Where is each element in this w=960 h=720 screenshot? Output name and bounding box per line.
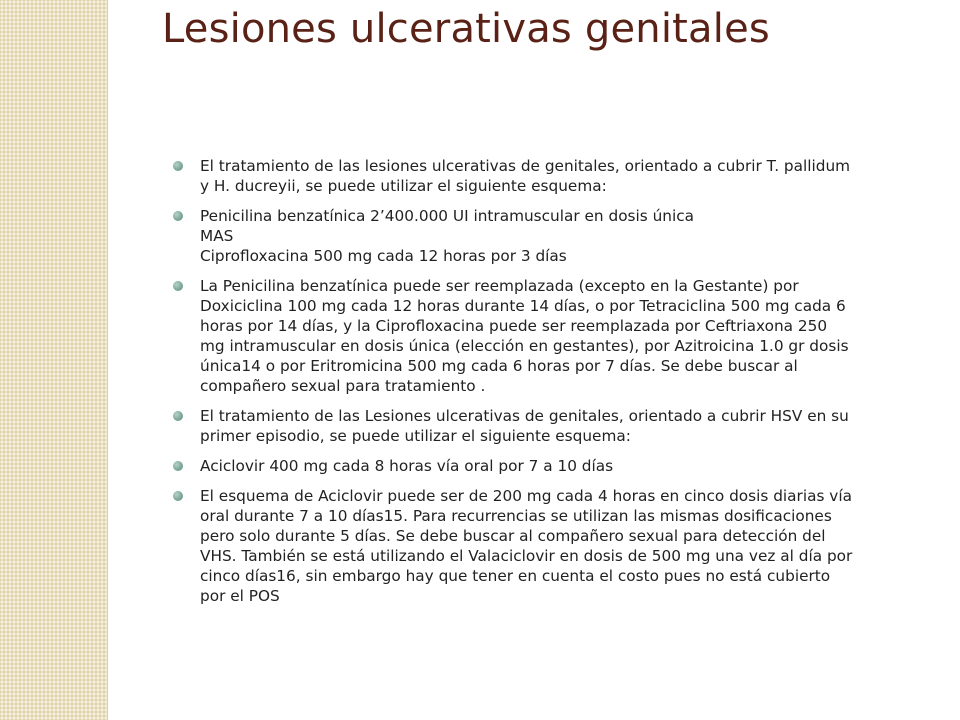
bullet-text-line: y H. ducreyii, se puede utilizar el siguiente esquema: — [200, 177, 607, 195]
decorative-sidebar — [0, 0, 107, 720]
bullet-text-line: primer episodio, se puede utilizar el siguiente esquema: — [200, 427, 631, 445]
bullet-text-line: Penicilina benzatínica 2’400.000 UI intramuscular en dosis única — [200, 207, 695, 225]
bullet-text-line: El esquema de Aciclovir puede ser de 200 mg cada 4 horas en cinco dosis diarias vía — [200, 487, 852, 505]
bullet-text-line: VHS. También se está utilizando el Valaciclovir en dosis de 500 mg una vez al día por — [200, 547, 853, 565]
bullet-dot-icon — [173, 211, 183, 221]
bullet-text-line: mg intramuscular en dosis única (elección en gestantes), por Azitroicina 1.0 gr dosis — [200, 337, 849, 355]
bullet-item — [172, 486, 928, 606]
bullet-text-line: El tratamiento de las lesiones ulcerativas de genitales, orientado a cubrir T. pallidum — [200, 157, 851, 175]
bullet-item — [172, 156, 928, 196]
sidebar-divider — [107, 0, 108, 720]
bullet-list — [172, 156, 928, 616]
bullet-dot-icon — [173, 411, 183, 421]
bullet-text-line: Doxiciclina 100 mg cada 12 horas durante 14 días, o por Tetraciclina 500 mg cada 6 — [200, 297, 846, 315]
bullet-dot-icon — [173, 161, 183, 171]
bullet-item — [172, 406, 928, 446]
bullet-text-line: Aciclovir 400 mg cada 8 horas vía oral por 7 a 10 días — [200, 457, 614, 475]
bullet-text-line: horas por 14 días, y la Ciprofloxacina puede ser reemplazada por Ceftriaxona 250 — [200, 317, 828, 335]
bullet-text-line: oral durante 7 a 10 días15. Para recurrencias se utilizan las mismas dosificaciones — [200, 507, 832, 525]
bullet-dot-icon — [173, 281, 183, 291]
bullet-text-line: pero solo durante 5 días. Se debe buscar al compañero sexual para detección del — [200, 527, 826, 545]
bullet-text-line: compañero sexual para tratamiento . — [200, 377, 486, 395]
bullet-item — [172, 206, 928, 266]
bullet-text-line: El tratamiento de las Lesiones ulcerativas de genitales, orientado a cubrir HSV en su — [200, 407, 849, 425]
bullet-text-line: única14 o por Eritromicina 500 mg cada 6 horas por 7 días. Se debe buscar al — [200, 357, 798, 375]
bullet-item — [172, 456, 928, 476]
bullet-text-line: Ciprofloxacina 500 mg cada 12 horas por 3 días — [200, 247, 567, 265]
bullet-dot-icon — [173, 461, 183, 471]
bullet-text-line: por el POS — [200, 587, 280, 605]
bullet-text-line: MAS — [200, 227, 234, 245]
bullet-dot-icon — [173, 491, 183, 501]
bullet-text-line: cinco días16, sin embargo hay que tener en cuenta el costo pues no está cubierto — [200, 567, 831, 585]
bullet-text-line: La Penicilina benzatínica puede ser reemplazada (excepto en la Gestante) por — [200, 277, 799, 295]
slide-title: Lesiones ulcerativas genitales — [162, 6, 770, 52]
bullet-item — [172, 276, 928, 396]
